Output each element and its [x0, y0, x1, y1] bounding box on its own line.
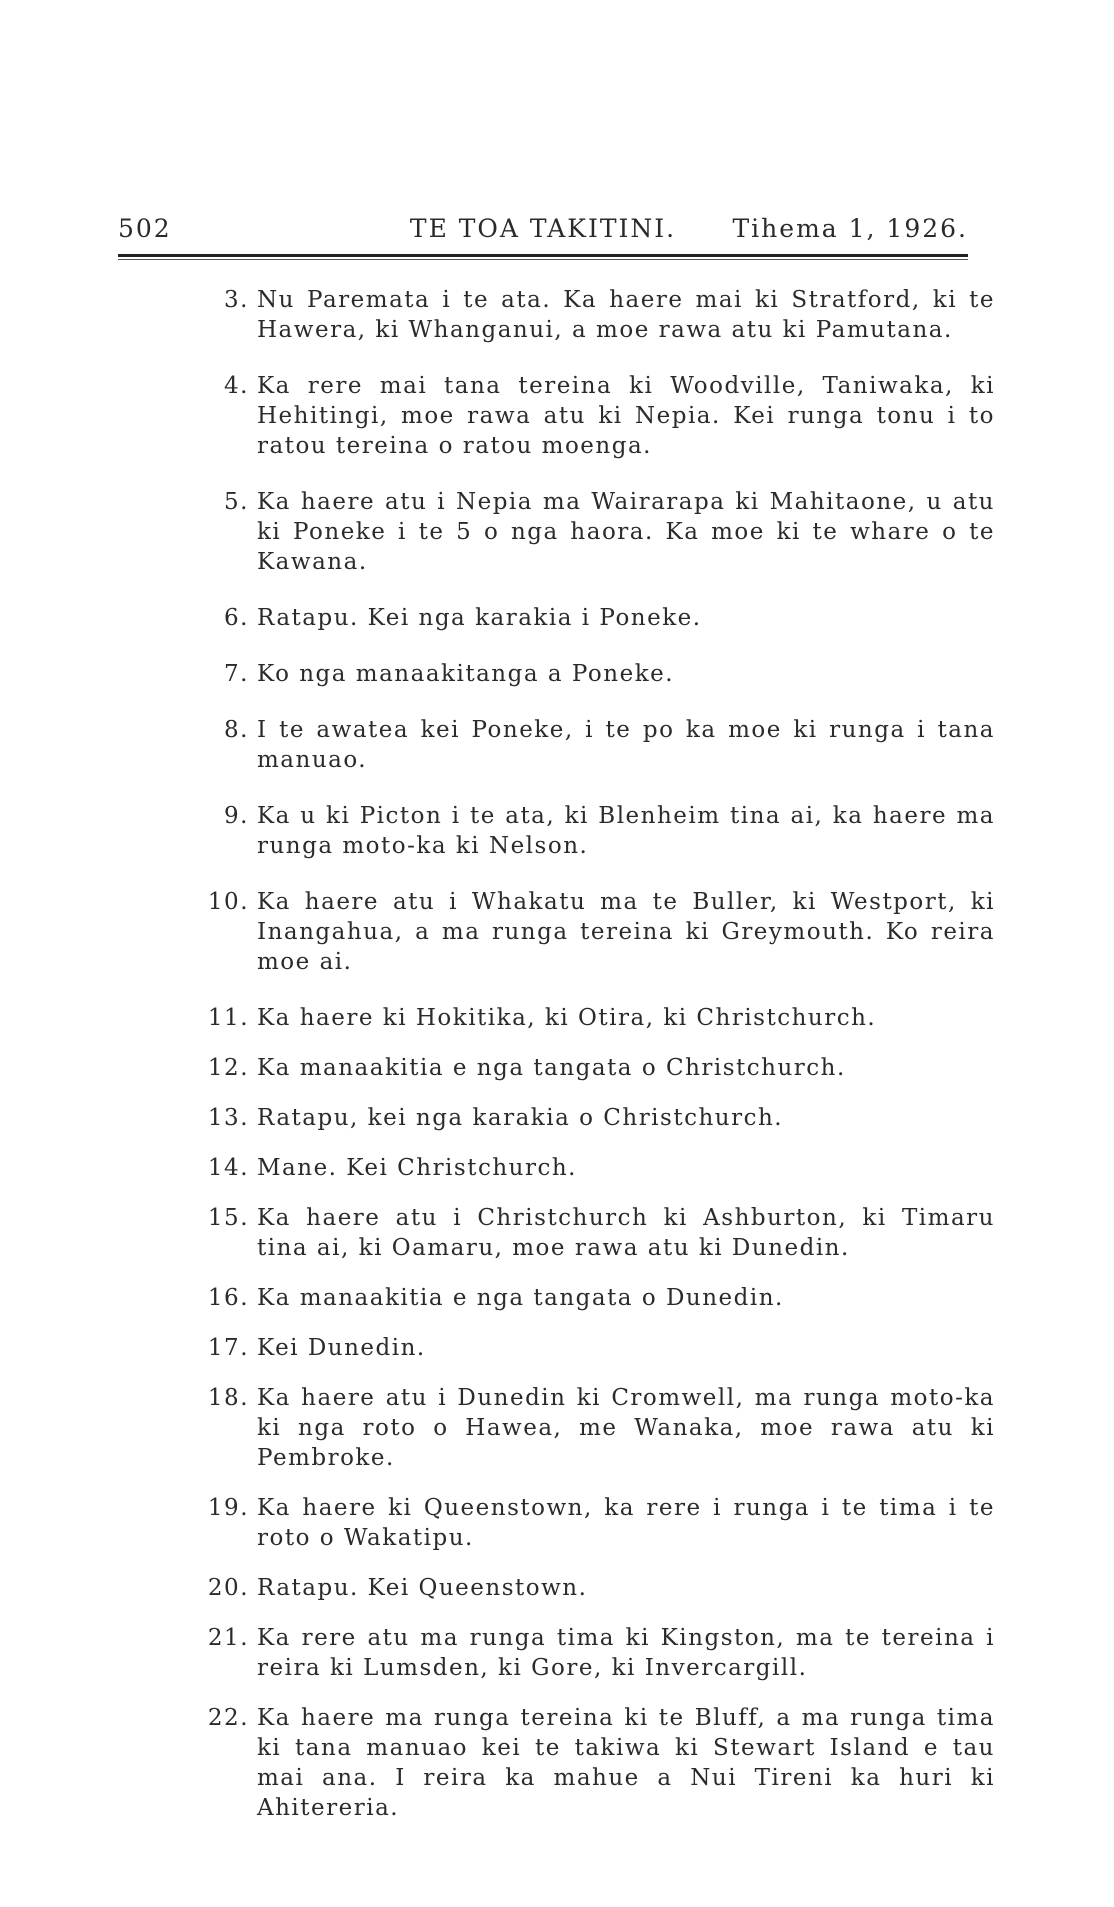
entry-text: Ka u ki Picton i te ata, ki Blenheim tina ai, ka haere ma runga moto-ka ki Nelson.: [257, 803, 995, 859]
entry-number: 16.: [207, 1285, 249, 1311]
itinerary-entry: [205, 1333, 995, 1363]
entry-number: 10.: [207, 889, 249, 915]
entry-text: Kei Dunedin.: [257, 1335, 426, 1361]
page-number: 502: [118, 214, 172, 243]
entry-number: 9.: [224, 803, 249, 829]
entry-text: Ka rere mai tana tereina ki Woodville, Taniwaka, ki Hehitingi, moe rawa atu ki Nepia. Kei runga tonu i to ratou tereina o ratou moenga.: [257, 373, 995, 459]
entry-number: 5.: [224, 489, 249, 515]
entry-number: 21.: [207, 1625, 249, 1651]
entry-text: Nu Paremata i te ata. Ka haere mai ki Stratford, ki te Hawera, ki Whanganui, a moe rawa atu ki Pamutana.: [257, 287, 995, 343]
entry-number: 3.: [224, 287, 249, 313]
entry-text: Ka haere ki Queenstown, ka rere i runga i te tima i te roto o Wakatipu.: [257, 1495, 995, 1551]
itinerary-entry: [205, 887, 995, 977]
entry-text: I te awatea kei Poneke, i te po ka moe ki runga i tana manuao.: [257, 717, 995, 773]
entry-text: Ratapu, kei nga karakia o Christchurch.: [257, 1105, 784, 1131]
itinerary-entry: [205, 715, 995, 775]
entry-number: 19.: [207, 1495, 249, 1521]
itinerary-list: [205, 285, 995, 1843]
entry-text: Ka haere atu i Whakatu ma te Buller, ki Westport, ki Inangahua, a ma runga tereina ki Greymouth. Ko reira moe ai.: [257, 889, 995, 975]
entry-text: Ka haere ki Hokitika, ki Otira, ki Christchurch.: [257, 1005, 877, 1031]
publication-title: TE TOA TAKITINI.: [409, 214, 677, 243]
itinerary-entry: [205, 1053, 995, 1083]
itinerary-entry: [205, 659, 995, 689]
entry-number: 14.: [207, 1155, 249, 1181]
entry-text: Ka haere ma runga tereina ki te Bluff, a ma runga tima ki tana manuao kei te takiwa ki Stewart Island e tau mai ana. I reira ka mahue a Nui Tireni ka huri ki Ahitereria.: [257, 1705, 995, 1821]
itinerary-entry: [205, 1003, 995, 1033]
itinerary-entry: [205, 1283, 995, 1313]
itinerary-entry: [205, 1703, 995, 1823]
itinerary-entry: [205, 1383, 995, 1473]
entry-text: Ratapu. Kei nga karakia i Poneke.: [257, 605, 702, 631]
entry-number: 17.: [207, 1335, 249, 1361]
page-header: [118, 214, 968, 250]
itinerary-entry: [205, 285, 995, 345]
entry-text: Ka haere atu i Dunedin ki Cromwell, ma runga moto-ka ki nga roto o Hawea, me Wanaka, moe rawa atu ki Pembroke.: [257, 1385, 995, 1471]
entry-text: Ka haere atu i Christchurch ki Ashburton, ki Timaru tina ai, ki Oamaru, moe rawa atu ki Dunedin.: [257, 1205, 995, 1261]
header-rule: [118, 254, 968, 260]
itinerary-entry: [205, 1623, 995, 1683]
entry-text: Ratapu. Kei Queenstown.: [257, 1575, 588, 1601]
entry-number: 12.: [207, 1055, 249, 1081]
entry-text: Ka manaakitia e nga tangata o Christchurch.: [257, 1055, 846, 1081]
entry-text: Ka manaakitia e nga tangata o Dunedin.: [257, 1285, 784, 1311]
entry-number: 22.: [207, 1705, 249, 1731]
itinerary-entry: [205, 801, 995, 861]
entry-number: 20.: [207, 1575, 249, 1601]
issue-date: Tihema 1, 1926.: [732, 214, 968, 243]
entry-number: 6.: [224, 605, 249, 631]
entry-number: 4.: [224, 373, 249, 399]
entry-number: 11.: [207, 1005, 249, 1031]
itinerary-entry: [205, 1573, 995, 1603]
entry-text: Ko nga manaakitanga a Poneke.: [257, 661, 675, 687]
entry-text: Mane. Kei Christchurch.: [257, 1155, 577, 1181]
entry-number: 7.: [224, 661, 249, 687]
itinerary-entry: [205, 1103, 995, 1133]
entry-number: 13.: [207, 1105, 249, 1131]
itinerary-entry: [205, 1153, 995, 1183]
itinerary-entry: [205, 487, 995, 577]
itinerary-entry: [205, 1203, 995, 1263]
itinerary-entry: [205, 1493, 995, 1553]
entry-text: Ka haere atu i Nepia ma Wairarapa ki Mahitaone, u atu ki Poneke i te 5 o nga haora. Ka moe ki te whare o te Kawana.: [257, 489, 995, 575]
entry-text: Ka rere atu ma runga tima ki Kingston, ma te tereina i reira ki Lumsden, ki Gore, ki Invercargill.: [257, 1625, 995, 1681]
itinerary-entry: [205, 371, 995, 461]
entry-number: 15.: [207, 1205, 249, 1231]
entry-number: 18.: [207, 1385, 249, 1411]
itinerary-entry: [205, 603, 995, 633]
entry-number: 8.: [224, 717, 249, 743]
